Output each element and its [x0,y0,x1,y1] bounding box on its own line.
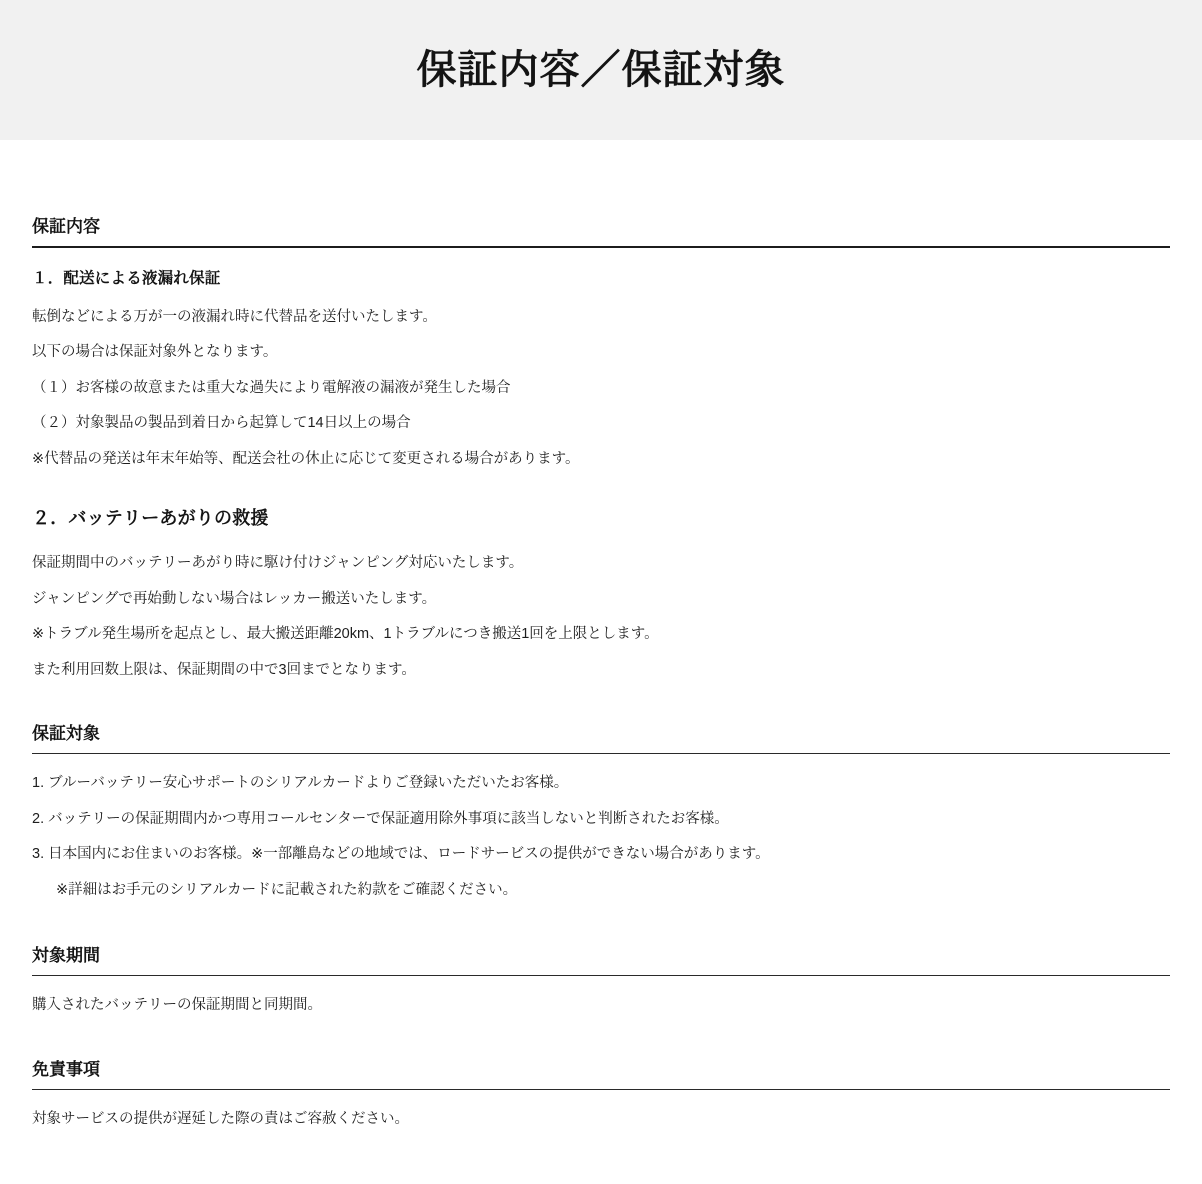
body-line: 3. 日本国内にお住まいのお客様。※一部離島などの地域では、ロードサービスの提供ができない場合があります。 [32,846,770,863]
section-divider [32,753,1170,754]
body-line: 2. バッテリーの保証期間内かつ専用コールセンターで保証適用除外事項に該当しないと判断されたお客様。 [32,810,729,827]
subsection-heading: ２．バッテリーあがりの救援 [32,508,269,529]
section-coverage-period [32,941,1170,1016]
body-line: また利用回数上限は、保証期間の中で3回までとなります。 [32,661,416,678]
section-warranty-content [32,212,1170,681]
section-heading: 対象期間 [32,946,100,966]
page-banner [0,0,1202,140]
subsection-body [32,552,1170,681]
body-line: 保証期間中のバッテリーあがり時に駆け付けジャンピング対応いたします。 [32,555,524,572]
body-line: （２）対象製品の製品到着日から起算して14日以上の場合 [32,415,411,432]
section-disclaimer [32,1055,1170,1130]
body-line: 転倒などによる万が一の液漏れ時に代替品を送付いたします。 [32,309,437,325]
section-warranty-target [32,719,1170,901]
body-line: 以下の場合は保証対象外となります。 [32,344,278,361]
body-line: （１）お客様の故意または重大な過失により電解液の漏液が発生した場合 [32,379,511,396]
body-line: ジャンピングで再始動しない場合はレッカー搬送いたします。 [32,590,437,607]
section-heading: 保証対象 [32,724,100,744]
body-line: ※トラブル発生場所を起点とし、最大搬送距離20km、1トラブルにつき搬送1回を上限とします。 [32,626,659,643]
section-divider [32,1089,1170,1090]
body-line: 1. ブルーバッテリー安心サポートのシリアルカードよりご登録いただいたお客様。 [32,775,569,792]
subsection-body [32,306,1170,470]
section-divider [32,246,1170,248]
subsection-battery-rescue [32,504,1170,681]
body-line: 購入されたバッテリーの保証期間と同期間。 [32,997,322,1014]
subsection-leak-warranty [32,266,1170,470]
page-title: 保証内容／保証対象 [416,48,786,92]
section-body [32,772,1170,901]
subsection-heading: １．配送による液漏れ保証 [32,270,221,287]
section-heading: 免責事項 [32,1059,100,1079]
body-note: ※詳細はお手元のシリアルカードに記載された約款をご確認ください。 [56,881,518,898]
body-line: ※代替品の発送は年末年始等、配送会社の休止に応じて変更される場合があります。 [32,450,580,467]
body-line: 対象サービスの提供が遅延した際の責はご容赦ください。 [32,1110,409,1127]
section-heading: 保証内容 [32,217,100,236]
section-divider [32,975,1170,976]
page-content [0,212,1202,1184]
